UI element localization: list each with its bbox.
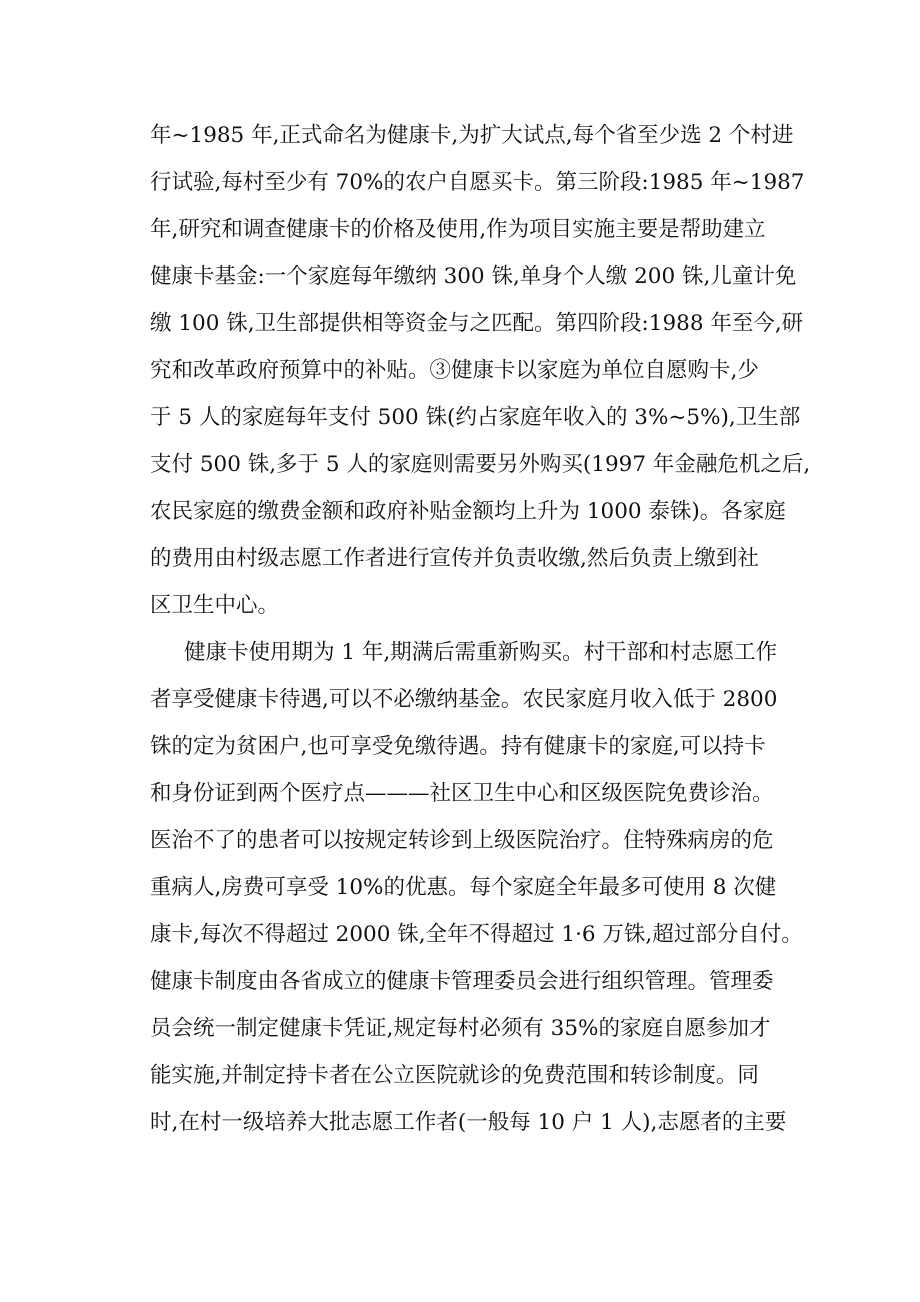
text-line: 区卫生中心。 [150,593,280,618]
text-line: 员会统一制定健康卡凭证,规定每村必须有 35%的家庭自愿参加才 [150,1016,771,1041]
text-line: 健康卡基金:一个家庭每年缴纳 300 铢,单身个人缴 200 铢,儿童计免 [150,264,797,289]
text-line: 缴 100 铢,卫生部提供相等资金与之匹配。第四阶段:1988 年至今,研 [150,311,804,336]
text-line: 农民家庭的缴费金额和政府补贴金额均上升为 1000 泰铢)。各家庭 [150,499,786,524]
text-line: 究和改革政府预算中的补贴。③健康卡以家庭为单位自愿购卡,少 [150,358,759,383]
text-line: 重病人,房费可享受 10%的优惠。每个家庭全年最多可使用 8 次健 [150,875,777,900]
text-line: 康卡,每次不得超过 2000 铢,全年不得超过 1·6 万铢,超过部分自付。 [150,922,803,947]
text-line: 支付 500 铢,多于 5 人的家庭则需要另外购买(1997 年金融危机之后, [150,452,811,477]
text-line: 医治不了的患者可以按规定转诊到上级医院治疗。住特殊病房的危 [150,828,774,853]
text-line: 健康卡制度由各省成立的健康卡管理委员会进行组织管理。管理委 [150,969,774,994]
paragraph-start-line: 健康卡使用期为 1 年,期满后需重新购买。村干部和村志愿工作 [184,640,778,665]
text-line: 的费用由村级志愿工作者进行宣传并负责收缴,然后负责上缴到社 [150,546,759,571]
text-line: 和身份证到两个医疗点———社区卫生中心和区级医院免费诊治。 [150,781,774,806]
text-line: 时,在村一级培养大批志愿工作者(一般每 10 户 1 人),志愿者的主要 [150,1110,787,1135]
text-line: 者享受健康卡待遇,可以不必缴纳基金。农民家庭月收入低于 2800 [150,687,778,712]
text-line: 年~1985 年,正式命名为健康卡,为扩大试点,每个省至少选 2 个村进 [150,123,794,148]
text-line: 铢的定为贫困户,也可享受免缴待遇。持有健康卡的家庭,可以持卡 [150,734,766,759]
text-line: 行试验,每村至少有 70%的农户自愿买卡。第三阶段:1985 年~1987 [150,170,805,195]
text-line: 于 5 人的家庭每年支付 500 铢(约占家庭年收入的 3%~5%),卫生部 [150,405,801,430]
text-line: 能实施,并制定持卡者在公立医院就诊的免费范围和转诊制度。同 [150,1063,759,1088]
text-line: 年,研究和调查健康卡的价格及使用,作为项目实施主要是帮助建立 [150,217,766,242]
body-text [150,112,811,1146]
